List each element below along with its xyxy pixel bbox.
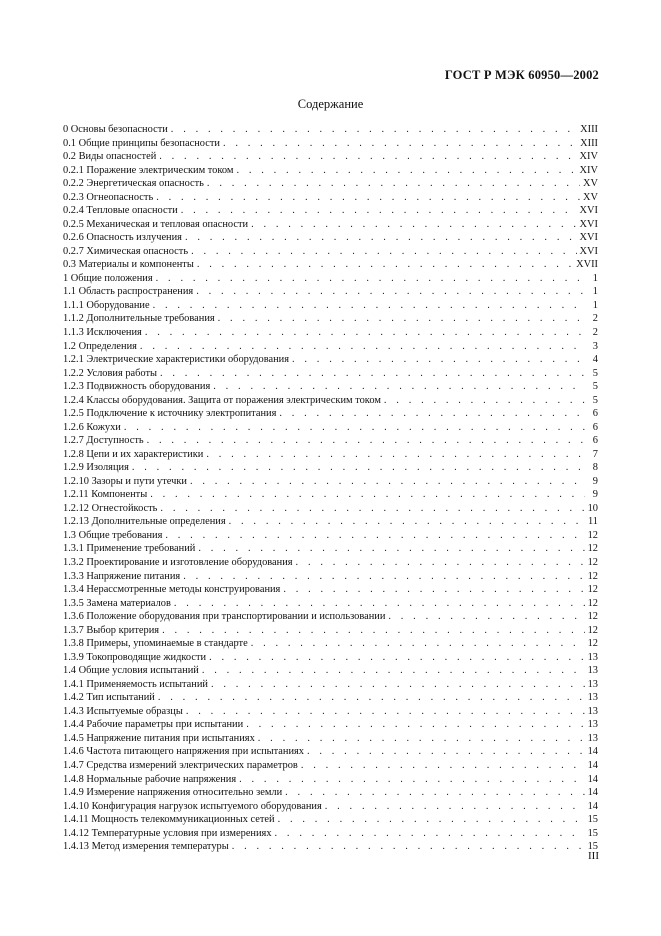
toc-entry-label: 1.1.3 Исключения: [63, 326, 142, 338]
toc-entry-label: 1.3.9 Токопроводящие жидкости: [63, 651, 207, 663]
dot-leader: [246, 718, 584, 732]
toc-entry[interactable]: [63, 177, 598, 191]
toc-entry[interactable]: [63, 191, 598, 205]
toc-entry[interactable]: [63, 258, 598, 272]
toc-entry-page: 3: [592, 340, 598, 352]
toc-entry-label: 0.2.5 Механическая и тепловая опасности: [63, 218, 249, 230]
toc-entry-label: 1.3.3 Напряжение питания: [63, 570, 181, 582]
page-number: III: [588, 850, 599, 862]
toc-entry[interactable]: [63, 664, 598, 678]
toc-entry[interactable]: [63, 583, 598, 597]
toc-entry-label: 1.2.3 Подвижность оборудования: [63, 381, 211, 393]
dot-leader: [223, 137, 577, 151]
dot-leader: [145, 326, 585, 340]
toc-entry[interactable]: [63, 691, 598, 705]
toc-entry[interactable]: [63, 773, 598, 787]
dot-leader: [153, 299, 585, 313]
toc-entry-label: 1.2.10 Зазоры и пути утечки: [63, 475, 187, 487]
toc-entry[interactable]: [63, 529, 598, 543]
dot-leader: [307, 745, 585, 759]
toc-entry-label: 1.4.3 Испытуемые образцы: [63, 705, 183, 717]
toc-entry-label: 1.1.1 Оборудование: [63, 299, 150, 311]
toc-entry[interactable]: [63, 312, 598, 326]
dot-leader: [202, 664, 585, 678]
toc-entry-label: 1.4.1 Применяемость испытаний: [63, 678, 208, 690]
toc-entry-page: XIV: [579, 164, 598, 176]
toc-entry-label: 1.4.9 Измерение напряжения относительно земли: [63, 787, 283, 799]
toc-entry-label: 1.3.2 Проектирование и изготовление оборудования: [63, 557, 293, 568]
toc-entry-label: 1.3.5 Замена материалов: [63, 597, 171, 609]
dot-leader: [159, 150, 576, 164]
toc-entry[interactable]: [63, 813, 598, 827]
toc-entry[interactable]: [63, 800, 598, 814]
toc-entry-page: 11: [587, 516, 598, 528]
toc-entry-page: 12: [587, 529, 598, 541]
dot-leader: [278, 813, 585, 827]
toc-entry[interactable]: [63, 624, 598, 638]
toc-entry-page: 8: [592, 462, 598, 474]
toc-entry-page: 1: [592, 299, 598, 311]
dot-leader: [160, 502, 584, 516]
toc-entry[interactable]: [63, 840, 598, 854]
toc-entry[interactable]: [63, 556, 598, 570]
toc-entry[interactable]: [63, 542, 598, 556]
toc-entry-label: 1.4.7 Средства измерений электрических параметров: [63, 759, 298, 771]
toc-entry-label: 1.4.6 Частота питающего напряжения при испытаниях: [63, 746, 304, 758]
toc-entry-label: 1 Общие положения: [63, 272, 153, 284]
toc-entry[interactable]: [63, 745, 598, 759]
toc-entry-label: 1.3.1 Применение требований: [63, 543, 196, 555]
toc-entry-label: 0.2.6 Опасность излучения: [63, 232, 182, 244]
toc-entry[interactable]: [63, 299, 598, 313]
toc-entry[interactable]: [63, 123, 598, 137]
toc-entry-label: 0.2.3 Огнеопасность: [63, 191, 154, 203]
toc-entry-label: 1.2.6 Кожухи: [63, 421, 121, 433]
toc-entry[interactable]: [63, 231, 598, 245]
dot-leader: [209, 651, 585, 665]
toc-entry-page: 6: [592, 435, 598, 447]
dot-leader: [156, 191, 580, 205]
toc-entry-page: 13: [587, 678, 598, 690]
toc-entry-page: XIV: [579, 151, 598, 163]
toc-entry-page: 13: [587, 705, 598, 717]
dot-leader: [185, 231, 577, 245]
dot-leader: [183, 570, 584, 584]
toc-entry-page: 9: [592, 489, 598, 501]
toc-entry-label: 1.1.2 Дополнительные требования: [63, 313, 215, 325]
toc-entry[interactable]: [63, 827, 598, 841]
toc-entry-page: 12: [587, 584, 598, 596]
toc-entry-label: 1.3 Общие требования: [63, 529, 163, 541]
toc-entry-page: XIII: [580, 124, 598, 135]
dot-leader: [158, 691, 585, 705]
toc-entry-page: 13: [587, 651, 598, 663]
toc-entry[interactable]: [63, 394, 598, 408]
dot-leader: [140, 340, 585, 354]
dot-leader: [239, 773, 584, 787]
toc-title: Содержание: [297, 97, 364, 111]
toc-entry[interactable]: [63, 678, 598, 692]
toc-entry-page: 14: [587, 787, 598, 799]
dot-leader: [251, 218, 576, 232]
toc-entry-page: 6: [592, 408, 598, 420]
toc-entry-label: 0.2.4 Тепловые опасности: [63, 205, 178, 217]
toc-entry[interactable]: [63, 759, 598, 773]
toc-entry-label: 0.1 Общие принципы безопасности: [63, 137, 220, 149]
toc-entry[interactable]: [63, 245, 598, 259]
toc-entry-page: 13: [587, 692, 598, 704]
toc-entry[interactable]: [63, 597, 598, 611]
toc-entry-label: 1.2.9 Изоляция: [63, 462, 129, 474]
dot-leader: [150, 488, 585, 502]
toc-entry-label: 0 Основы безопасности: [63, 124, 168, 135]
dot-leader: [191, 245, 576, 259]
toc-entry-label: 1.4.5 Напряжение питания при испытаниях: [63, 732, 255, 744]
toc-entry[interactable]: [63, 461, 598, 475]
toc-entry-page: 14: [587, 759, 598, 771]
toc-entry-page: 12: [587, 597, 598, 609]
toc-entry[interactable]: [63, 353, 598, 367]
toc-entry[interactable]: [63, 718, 598, 732]
toc-entry[interactable]: [63, 272, 598, 286]
toc-entry-label: 1.4.2 Тип испытаний: [63, 692, 155, 704]
toc-entry-page: XIII: [580, 137, 598, 149]
dot-leader: [251, 637, 585, 651]
toc-entry-page: 5: [592, 367, 598, 379]
toc-entry-label: 0.2.7 Химическая опасность: [63, 245, 189, 257]
toc-entry[interactable]: [63, 448, 598, 462]
toc-entry-label: 0.2 Виды опасностей: [63, 151, 157, 163]
toc-entry-label: 0.2.1 Поражение электрическим током: [63, 164, 234, 176]
toc-entry-label: 1.2.1 Электрические характеристики оборудования: [63, 354, 290, 366]
table-of-contents: [63, 123, 598, 854]
toc-entry[interactable]: [63, 380, 598, 394]
toc-entry[interactable]: [63, 340, 598, 354]
toc-entry-page: 5: [592, 394, 598, 406]
toc-entry-label: 1.2.5 Подключение к источнику электропитания: [63, 408, 277, 420]
toc-entry-label: 1.2.2 Условия работы: [63, 367, 157, 379]
dot-leader: [211, 678, 585, 692]
toc-entry[interactable]: [63, 786, 598, 800]
toc-entry-page: 12: [587, 557, 598, 568]
toc-entry[interactable]: [63, 732, 598, 746]
toc-entry-page: 7: [592, 448, 598, 460]
dot-leader: [206, 448, 585, 462]
dot-leader: [124, 421, 585, 435]
toc-entry-page: XVI: [579, 245, 598, 257]
toc-entry-page: 12: [587, 611, 598, 623]
dot-leader: [160, 367, 585, 381]
toc-entry-label: 1.2.7 Доступность: [63, 435, 144, 447]
toc-entry-page: 15: [587, 827, 598, 839]
toc-entry-label: 1.3.7 Выбор критерия: [63, 624, 160, 636]
toc-entry[interactable]: [63, 610, 598, 624]
dot-leader: [384, 394, 585, 408]
toc-entry-page: 4: [592, 354, 598, 366]
toc-entry-page: 15: [587, 841, 598, 853]
toc-entry-page: 12: [587, 570, 598, 582]
toc-entry-page: 12: [587, 638, 598, 650]
toc-entry-label: 1.2 Определения: [63, 340, 137, 352]
dot-leader: [174, 597, 585, 611]
toc-entry-page: XVI: [579, 205, 598, 217]
toc-entry[interactable]: [63, 488, 598, 502]
toc-entry[interactable]: [63, 367, 598, 381]
toc-entry-page: 10: [587, 502, 598, 514]
toc-entry-page: 2: [592, 313, 598, 325]
toc-entry-page: XVII: [576, 259, 598, 271]
toc-entry[interactable]: [63, 475, 598, 489]
toc-entry-page: 1: [592, 286, 598, 298]
toc-entry-page: 13: [587, 732, 598, 744]
toc-entry-page: XVI: [579, 218, 598, 230]
toc-entry[interactable]: [63, 421, 598, 435]
dot-leader: [229, 515, 585, 529]
toc-entry[interactable]: [63, 285, 598, 299]
dot-leader: [213, 380, 585, 394]
dot-leader: [232, 840, 585, 854]
toc-entry[interactable]: [63, 204, 598, 218]
dot-leader: [325, 800, 585, 814]
toc-entry[interactable]: [63, 515, 598, 529]
toc-entry[interactable]: [63, 150, 598, 164]
toc-entry-page: 14: [587, 773, 598, 785]
dot-leader: [292, 353, 585, 367]
toc-entry[interactable]: [63, 434, 598, 448]
dot-leader: [162, 624, 585, 638]
toc-entry-page: 13: [587, 665, 598, 677]
toc-entry-page: XV: [582, 191, 598, 203]
toc-entry-label: 1.3.4 Нерассмотренные методы конструирования: [63, 584, 281, 596]
toc-entry-label: 1.2.12 Огнестойкость: [63, 502, 158, 514]
dot-leader: [165, 529, 584, 543]
dot-leader: [132, 461, 585, 475]
toc-entry-label: 1.2.8 Цепи и их характеристики: [63, 448, 204, 460]
toc-entry-page: 12: [587, 543, 598, 555]
toc-entry-label: 1.3.8 Примеры, упоминаемые в стандарте: [63, 638, 248, 650]
document-code: ГОСТ Р МЭК 60950—2002: [444, 68, 599, 82]
dot-leader: [301, 759, 585, 773]
dot-leader: [296, 556, 585, 570]
toc-entry-page: 2: [592, 326, 598, 338]
dot-leader: [196, 285, 585, 299]
toc-entry-label: 1.4.11 Мощность телекоммуникационных сетей: [63, 814, 275, 826]
toc-entry[interactable]: [63, 218, 598, 232]
dot-leader: [186, 705, 585, 719]
toc-entry-page: 5: [592, 381, 598, 393]
toc-entry-page: 14: [587, 746, 598, 758]
dot-leader: [198, 542, 584, 556]
toc-entry-page: XV: [582, 178, 598, 190]
toc-entry[interactable]: [63, 164, 598, 178]
dot-leader: [279, 407, 585, 421]
dot-leader: [207, 177, 580, 191]
toc-entry-label: 0.2.2 Энергетическая опасность: [63, 178, 204, 190]
dot-leader: [258, 732, 585, 746]
dot-leader: [285, 786, 584, 800]
toc-entry[interactable]: [63, 137, 598, 151]
dot-leader: [388, 610, 584, 624]
dot-leader: [171, 123, 577, 137]
dot-leader: [197, 258, 573, 272]
toc-entry-page: XVI: [579, 232, 598, 244]
toc-entry[interactable]: [63, 637, 598, 651]
toc-entry-page: 9: [592, 475, 598, 487]
dot-leader: [190, 475, 585, 489]
dot-leader: [181, 204, 577, 218]
toc-entry-label: 1.4 Общие условия испытаний: [63, 665, 199, 677]
dot-leader: [156, 272, 585, 286]
toc-entry-page: 6: [592, 421, 598, 433]
dot-leader: [275, 827, 585, 841]
toc-entry[interactable]: [63, 407, 598, 421]
toc-entry-label: 0.3 Материалы и компоненты: [63, 259, 194, 271]
dot-leader: [218, 312, 585, 326]
toc-entry-label: 1.4.13 Метод измерения температуры: [63, 841, 229, 853]
toc-entry[interactable]: [63, 651, 598, 665]
toc-entry[interactable]: [63, 705, 598, 719]
toc-entry-page: 12: [587, 624, 598, 636]
toc-entry-page: 1: [592, 272, 598, 284]
toc-entry[interactable]: [63, 502, 598, 516]
toc-entry-label: 1.4.8 Нормальные рабочие напряжения: [63, 773, 237, 785]
toc-entry-label: 1.4.4 Рабочие параметры при испытании: [63, 719, 244, 731]
dot-leader: [283, 583, 584, 597]
toc-entry-label: 1.2.13 Дополнительные определения: [63, 516, 226, 528]
toc-entry-page: 15: [587, 814, 598, 826]
toc-entry[interactable]: [63, 326, 598, 340]
toc-entry-label: 1.4.12 Температурные условия при измерениях: [63, 827, 272, 839]
dot-leader: [236, 164, 576, 178]
toc-entry[interactable]: [63, 570, 598, 584]
toc-entry-page: 14: [587, 800, 598, 812]
toc-entry-label: 1.2.11 Компоненты: [63, 489, 148, 501]
toc-entry-label: 1.4.10 Конфигурация нагрузок испытуемого оборудования: [63, 800, 322, 812]
toc-entry-label: 1.3.6 Положение оборудования при транспортировании и использовании: [63, 611, 386, 623]
toc-entry-page: 13: [587, 719, 598, 731]
toc-entry-label: 1.2.4 Классы оборудования. Защита от поражения электрическим током: [63, 394, 381, 406]
dot-leader: [147, 434, 585, 448]
toc-entry-label: 1.1 Область распространения: [63, 286, 194, 298]
